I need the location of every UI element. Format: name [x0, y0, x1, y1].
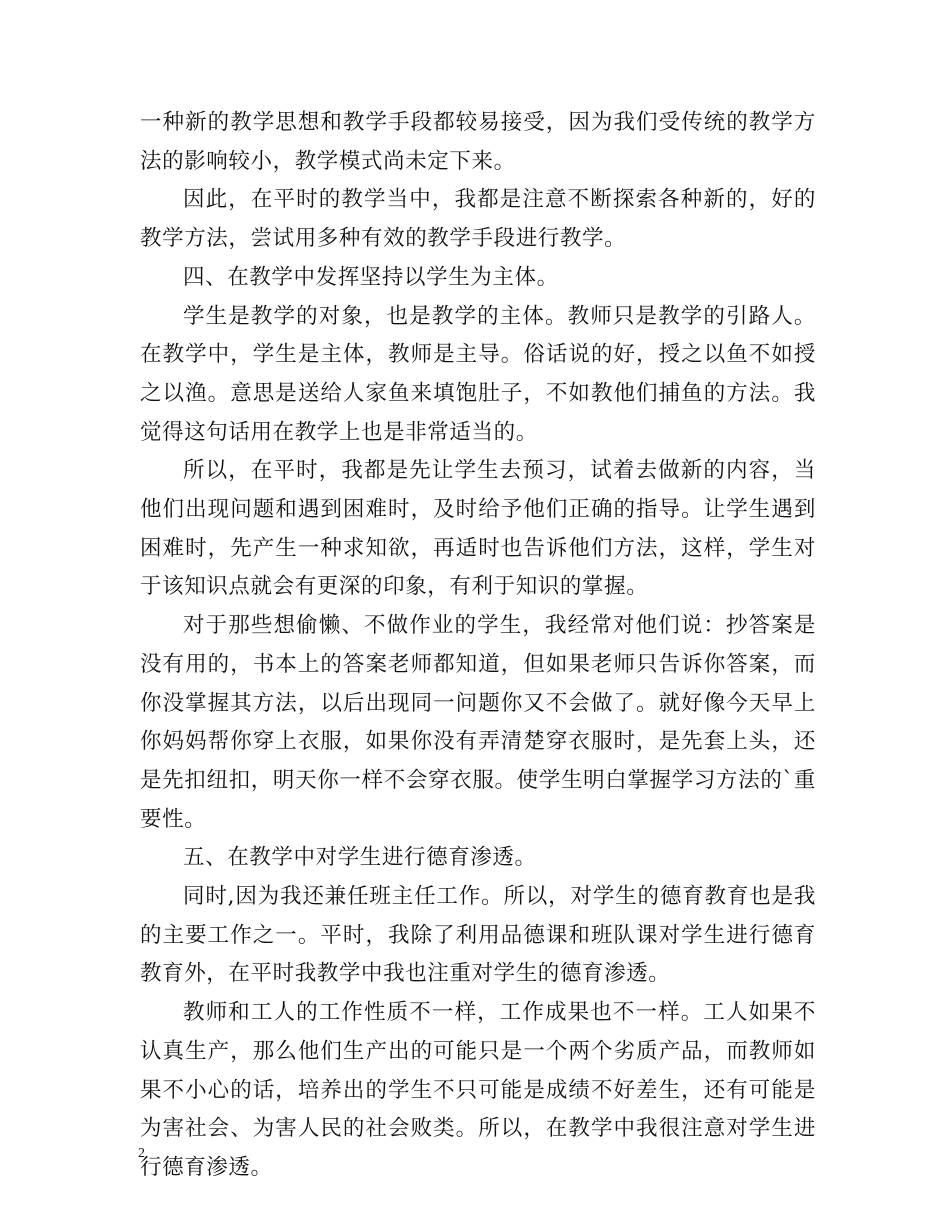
paragraph: 教师和工人的工作性质不一样，工作成果也不一样。工人如果不认真生产，那么他们生产出的可能只是一个两个劣质产品，而教师如果不小心的话，培养出的学生不只可能是成绩不好差生，还有可能是为害社会、为害人民的社会败类。所以，在教学中我很注意对学生进行德育渗透。 [140, 1000, 816, 1180]
section-heading-five: 五、在教学中对学生进行德育渗透。 [183, 845, 537, 871]
paragraph: 因此，在平时的教学当中，我都是注意不断探索各种新的，好的教学方法，尝试用多种有效的教学手段进行教学。 [140, 187, 816, 252]
paragraph: 所以，在平时，我都是先让学生去预习，试着去做新的内容，当他们出现问题和遇到困难时，及时给予他们正确的指导。让学生遇到困难时，先产生一种求知欲，再适时也告诉他们方法，这样，学生对于该知识点就会有更深的印象，有利于知识的掌握。 [140, 458, 816, 600]
paragraph: 同时,因为我还兼任班主任工作。所以，对学生的德育教育也是我的主要工作之一。平时，我除了利用品德课和班队课对学生进行德育教育外，在平时我教学中我也注重对学生的德育渗透。 [140, 884, 816, 987]
document-body [140, 104, 816, 1188]
paragraph: 对于那些想偷懒、不做作业的学生，我经常对他们说：抄答案是没有用的，书本上的答案老师都知道，但如果老师只告诉你答案，而你没掌握其方法，以后出现同一问题你又不会做了。就好像今天早上你妈妈帮你穿上衣服，如果你没有弄清楚穿衣服时，是先套上头，还是先扣纽扣，明天你一样不会穿衣服。使学生明白掌握学习方法的`重要性。 [140, 613, 816, 832]
paragraph-continued: 一种新的教学思想和教学手段都较易接受，因为我们受传统的教学方法的影响较小，教学模式尚未定下来。 [140, 110, 816, 174]
page-number: 2 [138, 1146, 145, 1161]
paragraph: 学生是教学的对象，也是教学的主体。教师只是教学的引路人。在教学中，学生是主体，教师是主导。俗话说的好，授之以鱼不如授之以渔。意思是送给人家鱼来填饱肚子，不如教他们捕鱼的方法。我觉得这句话用在教学上也是非常适当的。 [140, 303, 816, 445]
section-heading-four: 四、在教学中发挥坚持以学生为主体。 [183, 264, 559, 290]
